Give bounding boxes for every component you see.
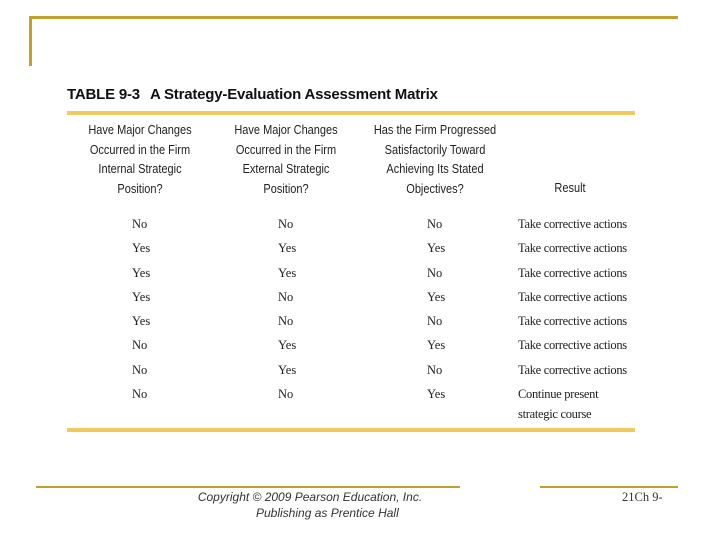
cell-objectives: No xyxy=(427,217,443,231)
cell-result: Take corrective actions xyxy=(518,217,627,231)
table-body xyxy=(0,214,720,422)
column-header-external: Have Major Changes Occurred in the Firm External Strategic Position? xyxy=(234,123,338,196)
column-header-result: Result xyxy=(554,181,586,195)
slide-number: 21Ch 9- xyxy=(622,490,663,504)
table-top-rule xyxy=(67,111,635,115)
footer-rule-right xyxy=(540,486,678,488)
cell-internal: Yes xyxy=(132,265,151,280)
column-header-objectives: Has the Firm Progressed Satisfactorily Toward Achieving Its Stated Objectives? xyxy=(373,123,497,196)
cell-external: No xyxy=(278,387,294,402)
cell-internal: No xyxy=(132,387,148,402)
cell-result: Take corrective actions xyxy=(518,362,627,377)
footer-rule-left xyxy=(36,486,460,488)
cell-external: No xyxy=(278,217,294,231)
table-title-text: A Strategy-Evaluation Assessment Matrix xyxy=(149,86,438,103)
table-row xyxy=(0,287,720,311)
cell-objectives: Yes xyxy=(427,387,446,402)
cell-external: Yes xyxy=(278,338,297,353)
table-row xyxy=(0,335,720,359)
cell-result: Take corrective actions xyxy=(518,314,627,329)
table-bottom-rule xyxy=(67,428,635,432)
cell-internal: No xyxy=(132,362,148,377)
cell-internal: No xyxy=(132,338,148,353)
slide-frame-left-line xyxy=(29,16,32,66)
cell-external: Yes xyxy=(278,241,297,256)
cell-external: No xyxy=(278,289,294,304)
table-row xyxy=(0,238,720,262)
column-header-internal: Have Major Changes Occurred in the Firm Internal Strategic Position? xyxy=(88,123,192,196)
cell-objectives: No xyxy=(427,314,443,329)
cell-result: Take corrective actions xyxy=(518,241,627,256)
slide-frame-top-line xyxy=(29,16,678,19)
table-row xyxy=(0,311,720,335)
cell-result: Take corrective actions xyxy=(518,338,627,353)
cell-internal: No xyxy=(132,217,148,231)
cell-external: Yes xyxy=(278,362,297,377)
table-label: TABLE 9-3 xyxy=(67,86,140,103)
cell-result: Take corrective actions xyxy=(518,289,627,304)
cell-internal: Yes xyxy=(132,241,151,256)
cell-objectives: Yes xyxy=(427,241,446,256)
table-row xyxy=(0,360,720,384)
copyright-line-1: Copyright © 2009 Pearson Education, Inc. xyxy=(197,490,423,504)
table-row xyxy=(0,384,720,422)
cell-objectives: No xyxy=(427,265,443,280)
cell-internal: Yes xyxy=(132,314,151,329)
table-title xyxy=(67,86,438,103)
cell-external: No xyxy=(278,314,294,329)
copyright-notice xyxy=(160,489,460,521)
cell-objectives: No xyxy=(427,362,443,377)
cell-result: Continue present strategic course xyxy=(518,387,599,422)
table-row xyxy=(0,263,720,287)
table-row xyxy=(0,214,720,238)
cell-result: Take corrective actions xyxy=(518,265,627,280)
copyright-line-2: Publishing as Prentice Hall xyxy=(256,506,399,520)
cell-objectives: Yes xyxy=(427,338,446,353)
cell-objectives: Yes xyxy=(427,289,446,304)
cell-internal: Yes xyxy=(132,289,151,304)
cell-external: Yes xyxy=(278,265,297,280)
